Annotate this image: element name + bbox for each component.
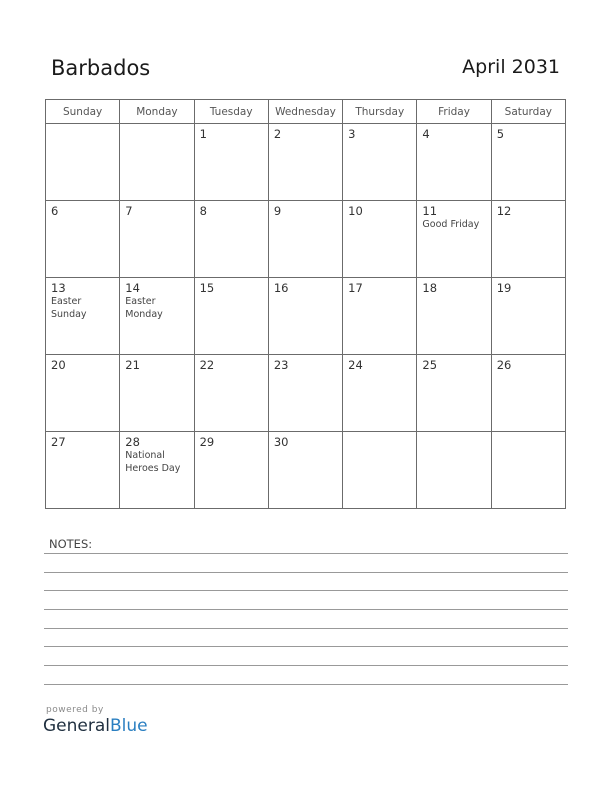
calendar-week-row [46, 201, 566, 278]
day-number: 18 [422, 281, 438, 295]
calendar-day-cell [343, 355, 417, 432]
calendar-day-cell [268, 278, 342, 355]
calendar-week-row [46, 355, 566, 432]
day-number: 7 [125, 204, 133, 218]
calendar-day-cell [194, 432, 268, 509]
powered-by-text: powered by [46, 705, 104, 715]
day-number: 3 [348, 127, 356, 141]
calendar-day-cell [46, 201, 120, 278]
notes-line [44, 684, 568, 685]
calendar-day-cell [46, 355, 120, 432]
calendar-day-cell [491, 201, 565, 278]
calendar-day-cell [417, 201, 491, 278]
weekday-header-row [46, 100, 566, 124]
calendar-empty-cell [120, 124, 194, 201]
day-number: 22 [199, 358, 215, 372]
day-number: 29 [199, 435, 215, 449]
notes-line [44, 646, 568, 647]
calendar-day-cell [417, 355, 491, 432]
weekday-header: Wednesday [268, 100, 342, 124]
holiday-label: Easter [125, 296, 156, 307]
day-number: 27 [51, 435, 66, 449]
logo-blue-text: Blue [110, 716, 148, 736]
calendar-day-cell [343, 278, 417, 355]
calendar-day-cell [120, 201, 194, 278]
day-number: 15 [199, 281, 215, 295]
holiday-label: Good Friday [422, 219, 480, 230]
calendar-day-cell [194, 201, 268, 278]
day-number: 24 [348, 358, 363, 372]
holiday-label: Easter [51, 296, 82, 307]
calendar-week-row [46, 124, 566, 201]
calendar-week-row [46, 278, 566, 355]
day-number: 2 [273, 127, 282, 141]
notes-line [44, 553, 568, 554]
day-number: 13 [51, 281, 66, 295]
day-number: 12 [496, 204, 512, 218]
holiday-label: National [125, 450, 165, 461]
holiday-label: Monday [125, 309, 163, 320]
notes-label: NOTES: [49, 537, 93, 551]
holiday-label: Heroes Day [125, 463, 181, 474]
day-number: 4 [422, 127, 430, 141]
day-number: 23 [273, 358, 289, 372]
calendar-week-row [46, 432, 566, 509]
calendar-day-cell [194, 278, 268, 355]
day-number: 17 [348, 281, 363, 295]
calendar-day-cell [268, 124, 342, 201]
calendar-day-cell [268, 432, 342, 509]
day-number: 10 [348, 204, 363, 218]
day-number: 5 [496, 127, 505, 141]
calendar-day-cell [491, 278, 565, 355]
calendar-day-cell [417, 124, 491, 201]
calendar-empty-cell [343, 432, 417, 509]
weekday-header: Monday [120, 100, 194, 124]
day-number: 25 [422, 358, 438, 372]
calendar-day-cell [120, 432, 194, 509]
day-number: 11 [422, 204, 438, 218]
generalblue-logo [43, 716, 148, 736]
day-number: 20 [51, 358, 66, 372]
day-number: 30 [273, 435, 289, 449]
calendar-day-cell [194, 124, 268, 201]
calendar-day-cell [417, 278, 491, 355]
weekday-header: Friday [417, 100, 491, 124]
weekday-header: Sunday [46, 100, 120, 124]
holiday-label: Sunday [51, 309, 87, 320]
notes-line [44, 590, 568, 591]
day-number: 14 [125, 281, 140, 295]
calendar-empty-cell [46, 124, 120, 201]
weekday-header: Thursday [343, 100, 417, 124]
weekday-header: Tuesday [194, 100, 268, 124]
calendar-day-cell [120, 355, 194, 432]
calendar-day-cell [194, 355, 268, 432]
calendar-day-cell [343, 124, 417, 201]
day-number: 6 [51, 204, 59, 218]
country-title: Barbados [51, 56, 151, 80]
notes-line [44, 572, 568, 573]
day-number: 26 [496, 358, 512, 372]
day-number: 9 [273, 204, 282, 218]
calendar-day-cell [268, 355, 342, 432]
calendar-day-cell [268, 201, 342, 278]
day-number: 21 [125, 358, 140, 372]
day-number: 16 [273, 281, 289, 295]
notes-line [44, 628, 568, 629]
month-title: April 2031 [462, 56, 560, 78]
weekday-header: Saturday [491, 100, 565, 124]
day-number: 28 [125, 435, 140, 449]
logo-general-text: General [43, 716, 110, 736]
calendar-empty-cell [491, 432, 565, 509]
calendar-day-cell [46, 432, 120, 509]
notes-line [44, 609, 568, 610]
calendar-empty-cell [417, 432, 491, 509]
calendar-grid [45, 99, 566, 509]
day-number: 1 [199, 127, 207, 141]
calendar-day-cell [343, 201, 417, 278]
day-number: 8 [199, 204, 207, 218]
calendar-day-cell [120, 278, 194, 355]
calendar-day-cell [491, 355, 565, 432]
calendar-day-cell [491, 124, 565, 201]
calendar-day-cell [46, 278, 120, 355]
day-number: 19 [496, 281, 512, 295]
notes-line [44, 665, 568, 666]
